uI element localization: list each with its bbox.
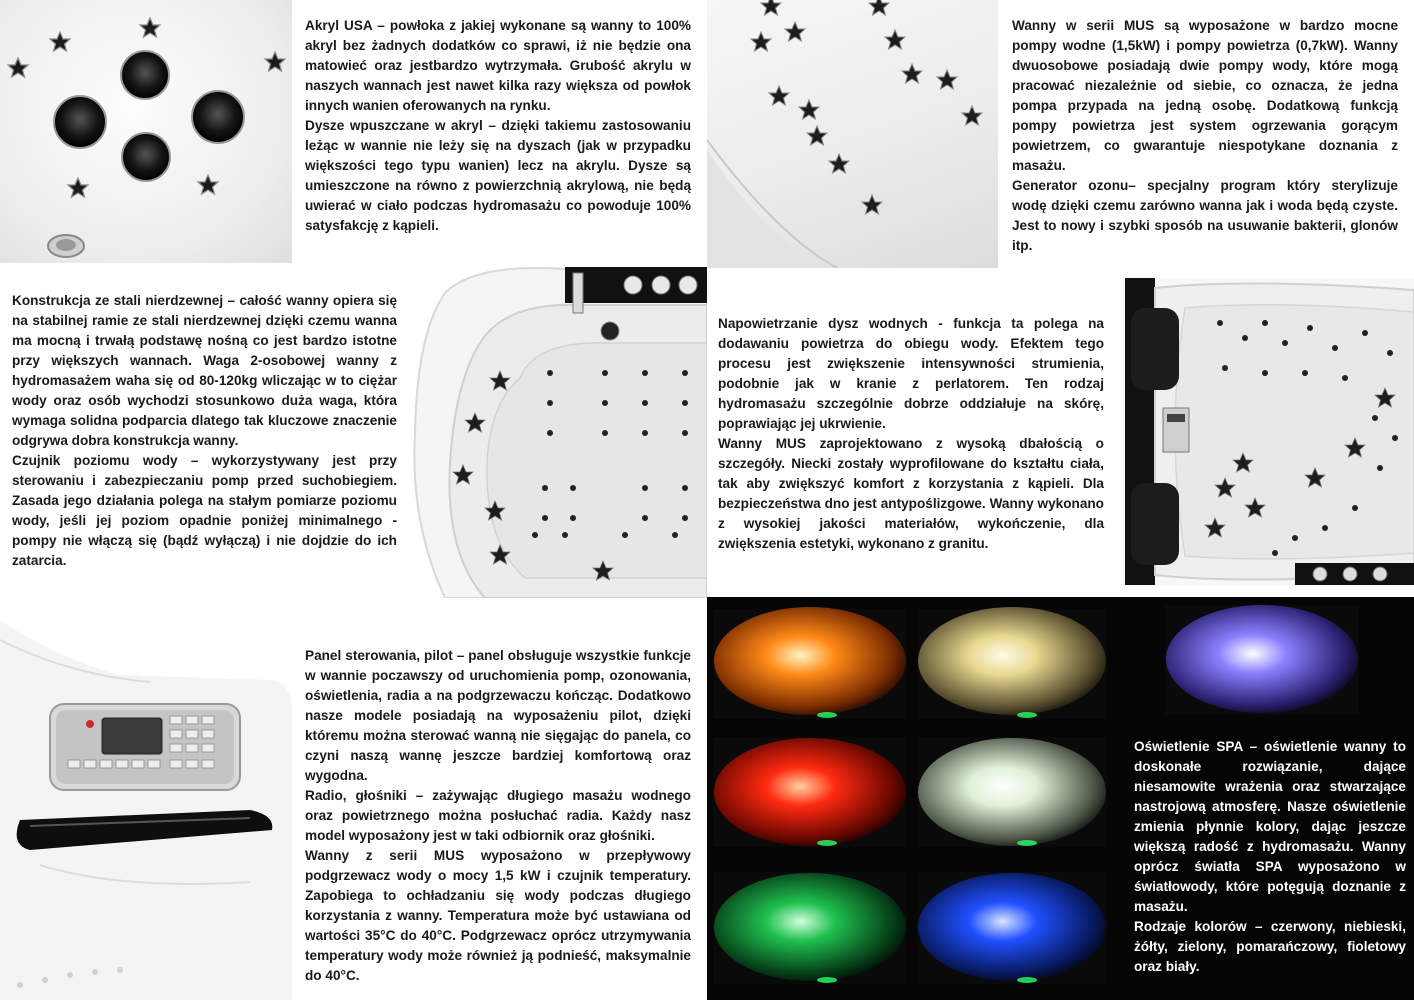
jet-icon (751, 0, 982, 214)
ozone-paragraph: Generator ozonu– specjalny program który sterylizuje wodę dzięki czemu zarówno wanna jak i woda będą czyste. Jest to nowy i szybki sposób na usuwanie bakterii, glonów itp. (1012, 178, 1398, 253)
light-thumbnail-orange (713, 607, 907, 719)
panel-paragraph: Panel sterowania, pilot – panel obsługuje wszystkie funkcje w wannie poczawszy od uruchomienia pomp, ozonowania, oświetlenia, radia a na podgrzewaczu kończąc. Dodatkowo nasze modele posiadają na wyposażeniu pilot, dzięki któremu można sterować wanną nie sięgając do panela, co czyni naszą wannę jeszcze bardziej komfortową oraz wygodna. (305, 648, 691, 783)
heater-paragraph: Wanny z serii MUS wyposażono w przepływowy podgrzewacz wody o mocy 1,5 kW i czujnik temperatury. Zapobiega to ochładzaniu się wody podczas długiego korzystania z wanny. Temperatura może być ustawiana od wartości 35°C do 40°C. Podgrzewacz oprócz utrzymywania temperatury wody może również ją podnieść, maksymalnie do 40°C. (305, 848, 691, 983)
aeration-text-block (718, 314, 1104, 554)
aeration-paragraph: Napowietrzanie dysz wodnych - funkcja ta polega na dodawaniu powietrza do obiegu wody. Efektem tego procesu jest zwiększenie intensywności strumienia, podobnie jak w kranie z perlatorem. Ten rodzaj hydromasażu szczególnie dobrze oddziałuje na skórę, poprawiając jej ukrwienie. (718, 316, 1104, 431)
jets-paragraph: Dysze wpuszczane w akryl – dzięki takiemu zastosowaniu leżąc w wannie nie leży się na dyszach (jak w przypadku większości tego typu wanien) lecz na akrylu. Dysze są umieszczone na równo z powierzchnią akrylową, nie będą uwierać w ciało podczas hydromasażu co powoduje 100% satysfakcję z kąpieli. (305, 118, 691, 233)
pumps-text-block (1012, 16, 1398, 256)
spa-lighting-panel (707, 597, 1414, 1000)
radio-paragraph: Radio, głośniki – zażywając długiego masażu wodnego oraz powietrznego można posłuchać radia. Każdy nasz model wyposażony jest w taki odbiornik oraz głośniki. (305, 788, 691, 843)
frame-text-block (12, 291, 397, 571)
drain-icon (48, 235, 84, 257)
light-thumbnail-white (917, 737, 1107, 847)
light-thumbnail-red (713, 737, 907, 847)
lighting-paragraph: Oświetlenie SPA – oświetlenie wanny to doskonałe rozwiązanie, dające niesamowite wrażenia oraz stwarzające nastrojową atmosferę. Nasze oświetlenie zmienia płynnie kolory, dając jeszcze większą radość z hydromasażu. Wanny oprócz światła SPA wyposażono w światłowody, które potęgują doznanie z masażu. (1134, 739, 1406, 914)
photo-bathtub-headrests (1125, 278, 1414, 585)
photo-jets-closeup (0, 0, 292, 263)
design-paragraph: Wanny MUS zaprojektowano z wysoką dbałością o szczegóły. Niecki zostały wyprofilowane do kształtu ciała, tak aby zwiększyć komfort z korzystania z kąpieli. Dla bezpieczeństwa dno jest antypoślizgowe. Wanny wykonano z wysokiej jakości materiałów, wykończenie, dla zwiększenia estetyki, wykonano z granitu. (718, 436, 1104, 551)
sensor-paragraph: Czujnik poziomu wody – wykorzystywany jest przy sterowaniu i zabezpieczaniu pomp przed suchobiegiem. Zasada jego działania polega na stałym pomiarze poziomu wody, jeśli jej poziom opadnie poniżej minimalnego - pompy nie włączą się (bądź wyłączą) i nie dojdzie do ich zatarcia. (12, 453, 397, 568)
lighting-text-block (1134, 737, 1406, 977)
big-jet-icon (54, 51, 244, 181)
pumps-paragraph: Wanny w serii MUS są wyposażone w bardzo mocne pompy wodne (1,5kW) i pompy powietrza (0,7kW). Wanny dwuosobowe posiadają dwie pompy wody, które mogą pracować niezależnie od siebie, co oznacza, że jedna pompa przypada na jedną osobę. Dodatkową funkcją pompy powietrza jest system ogrzewania gorącym powietrzem, co gwarantuje niespotykane doznania z masażu. (1012, 18, 1398, 173)
frame-paragraph: Konstrukcja ze stali nierdzewnej – całość wanny opiera się na stabilnej ramie ze stali nierdzewnej dzięki czemu wanna ma mocną i trwałą podstawę nośną co jest bardzo istotne przy większych wannach. Waga 2-osobowej wanny z hydromasażem waha się od 80-120kg wliczając w to ciężar wody oraz osób wychodzi stosunkowo duża waga, która wymaga solidna podparcia dlatego tak kluczowe znaczenie odgrywa dobra konstrukcja wanny. (12, 293, 397, 448)
light-thumbnail-yellow (917, 607, 1107, 719)
photo-bathtub-top-view (405, 263, 707, 598)
light-thumbnail-green (713, 872, 907, 984)
colors-paragraph: Rodzaje kolorów – czerwony, niebieski, żółty, zielony, pomarańczowy, fioletowy oraz biały. (1134, 919, 1406, 974)
photo-control-panel (0, 620, 292, 1000)
light-thumbnail-violet (1165, 605, 1359, 715)
light-thumbnail-blue (917, 872, 1107, 984)
acryl-text-block (305, 16, 691, 236)
acryl-paragraph: Akryl USA – powłoka z jakiej wykonane są wanny to 100% akryl bez żadnych dodatków co sprawi, iż nie będzie ona matowieć oraz jestbardzo wytrzymała. Grubość akrylu w naszych wannach jest nawet kilka razy większa od powłok innych wanien oferowanych na rynku. (305, 18, 691, 113)
photo-jets-diagonal (707, 0, 998, 268)
panel-text-block (305, 646, 691, 986)
